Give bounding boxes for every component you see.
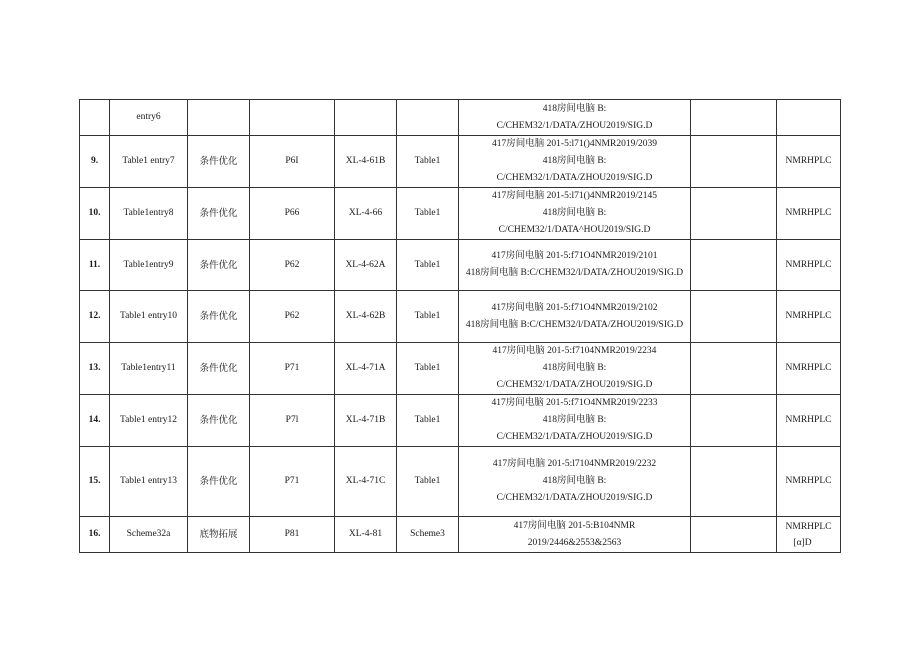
blank-cell: [691, 395, 777, 447]
page-cell: P7l: [250, 395, 335, 447]
row-number-cell: 15.: [80, 447, 110, 517]
task-cell: 底物拓展: [188, 517, 250, 553]
reference-cell: Table1: [397, 291, 459, 343]
data-path-line: 418房间电脑 B:: [542, 208, 607, 218]
table-row: [80, 136, 841, 188]
data-path-line: C/CHEM32/1/DATA/ZHOU2019/SIG.D: [496, 432, 653, 442]
analysis-type-cell: [777, 517, 841, 553]
analysis-type-cell: [777, 100, 841, 136]
table-row: [80, 291, 841, 343]
data-path-line: 418房间电脑 B:: [542, 103, 607, 114]
data-path-line: C/CHEM32/1/DATA/ZHOU2019/SIG.D: [496, 380, 653, 390]
data-path-cell: [459, 188, 691, 240]
blank-cell: [691, 343, 777, 395]
data-path-line: 417房间电脑 201-5:l7104NMR2019/2232: [492, 459, 657, 469]
analysis-type-cell: [777, 136, 841, 188]
entry-cell: Table1entry11: [110, 343, 188, 395]
row-number-cell: 13.: [80, 343, 110, 395]
records-table: [79, 99, 841, 553]
row-number-cell: 11.: [80, 240, 110, 291]
page-cell: P71: [250, 447, 335, 517]
task-cell: 条件优化: [188, 136, 250, 188]
data-path-line: C/CHEM32/1/DATA/ZHOU2019/SIG.D: [496, 120, 653, 131]
table-row: [80, 188, 841, 240]
entry-cell: Table1 entry12: [110, 395, 188, 447]
task-cell: 条件优化: [188, 343, 250, 395]
entry-cell: Scheme32a: [110, 517, 188, 553]
analysis-type-label: NMRHPLC: [785, 208, 832, 218]
page-cell: P66: [250, 188, 335, 240]
page-cell: P81: [250, 517, 335, 553]
data-path-cell: [459, 343, 691, 395]
data-path-line: 418房间电脑 B:C/CHEM32/l/DATA/ZHOU2019/SIG.D: [465, 319, 684, 330]
table-row: [80, 343, 841, 395]
table-row: [80, 395, 841, 447]
page-cell: P71: [250, 343, 335, 395]
sample-code-cell: [335, 100, 397, 136]
analysis-type-label: NMRHPLC: [785, 476, 832, 486]
table-row: [80, 517, 841, 553]
task-cell: 条件优化: [188, 188, 250, 240]
data-path-cell: [459, 291, 691, 343]
entry-cell: entry6: [110, 100, 188, 136]
reference-cell: Table1: [397, 136, 459, 188]
reference-cell: Scheme3: [397, 517, 459, 553]
sample-code-cell: XL-4-71B: [335, 395, 397, 447]
reference-cell: Table1: [397, 188, 459, 240]
sample-code-cell: XL-4-81: [335, 517, 397, 553]
blank-cell: [691, 100, 777, 136]
data-path-cell: [459, 395, 691, 447]
entry-cell: Table1 entry7: [110, 136, 188, 188]
data-path-line: 417房间电脑 201-5:l71()4NMR2019/2039: [492, 139, 657, 149]
entry-cell: Table1entry8: [110, 188, 188, 240]
data-path-line: 417房间电脑 201-5:f71O4NMR2019/2101: [491, 251, 658, 261]
data-path-line: 417房间电脑 201-5:f71O4NMR2019/2233: [491, 398, 658, 408]
reference-cell: Table1: [397, 447, 459, 517]
data-path-line: 417房间电脑 201-5:f71O4NMR2019/2102: [491, 302, 658, 313]
blank-cell: [691, 136, 777, 188]
table-row: [80, 240, 841, 291]
data-path-line: 417房间电脑 201-5:B104NMR: [513, 520, 636, 531]
sample-code-cell: XL-4-66: [335, 188, 397, 240]
sample-code-cell: XL-4-71C: [335, 447, 397, 517]
analysis-type-label: NMRHPLC: [785, 259, 832, 270]
data-path-line: 418房间电脑 B:: [542, 415, 607, 425]
sample-code-cell: XL-4-71A: [335, 343, 397, 395]
analysis-type-label: NMRHPLC: [785, 311, 832, 321]
task-cell: 条件优化: [188, 240, 250, 291]
data-path-line: C/CHEM32/1/DATA/ZHOU2019/SIG.D: [496, 173, 653, 183]
analysis-type-cell: [777, 395, 841, 447]
data-path-line: 2019/2446&2553&2563: [527, 537, 622, 548]
table-row: [80, 100, 841, 136]
data-path-cell: [459, 240, 691, 291]
blank-cell: [691, 447, 777, 517]
data-path-line: 418房间电脑 B:: [542, 476, 607, 486]
reference-cell: Table1: [397, 343, 459, 395]
data-path-cell: [459, 517, 691, 553]
data-path-line: 418房间电脑 B:: [542, 363, 607, 373]
data-path-line: 418房间电脑 B:: [542, 156, 607, 166]
table-row: [80, 447, 841, 517]
table-body: [80, 100, 841, 553]
reference-cell: [397, 100, 459, 136]
analysis-type-label: NMRHPLC: [785, 363, 832, 373]
data-path-cell: [459, 447, 691, 517]
analysis-type-cell: [777, 447, 841, 517]
entry-cell: Table1 entry10: [110, 291, 188, 343]
blank-cell: [691, 240, 777, 291]
analysis-type-label: NMRHPLC: [785, 156, 832, 166]
reference-cell: Table1: [397, 240, 459, 291]
data-path-line: 418房间电脑 B:C/CHEM32/l/DATA/ZHOU2019/SIG.D: [465, 268, 684, 278]
row-number-cell: [80, 100, 110, 136]
row-number-cell: 16.: [80, 517, 110, 553]
blank-cell: [691, 188, 777, 240]
task-cell: 条件优化: [188, 395, 250, 447]
analysis-type-label: [α]D: [793, 537, 812, 548]
task-cell: 条件优化: [188, 447, 250, 517]
data-path-line: C/CHEM32/1/DATA^HOU2019/SIG.D: [498, 225, 651, 235]
row-number-cell: 12.: [80, 291, 110, 343]
analysis-type-cell: [777, 343, 841, 395]
page-cell: [250, 100, 335, 136]
analysis-type-cell: [777, 188, 841, 240]
data-path-line: 417房间电脑 201-5:f7104NMR2019/2234: [492, 346, 657, 356]
analysis-type-label: NMRHPLC: [785, 415, 832, 425]
page-cell: P6I: [250, 136, 335, 188]
page-cell: P62: [250, 240, 335, 291]
entry-cell: Table1entry9: [110, 240, 188, 291]
sample-code-cell: XL-4-62A: [335, 240, 397, 291]
task-cell: [188, 100, 250, 136]
blank-cell: [691, 291, 777, 343]
data-path-line: 417房间电脑 201-5:l71()4NMR2019/2145: [492, 191, 657, 201]
task-cell: 条件优化: [188, 291, 250, 343]
page-cell: P62: [250, 291, 335, 343]
data-path-cell: [459, 136, 691, 188]
data-path-line: C/CHEM32/1/DATA/ZHOU2019/SIG.D: [496, 493, 653, 503]
analysis-type-label: NMRHPLC: [785, 521, 832, 532]
sample-code-cell: XL-4-61B: [335, 136, 397, 188]
sample-code-cell: XL-4-62B: [335, 291, 397, 343]
row-number-cell: 14.: [80, 395, 110, 447]
analysis-type-cell: [777, 240, 841, 291]
row-number-cell: 10.: [80, 188, 110, 240]
entry-cell: Table1 entry13: [110, 447, 188, 517]
reference-cell: Table1: [397, 395, 459, 447]
blank-cell: [691, 517, 777, 553]
analysis-type-cell: [777, 291, 841, 343]
data-path-cell: [459, 100, 691, 136]
row-number-cell: 9.: [80, 136, 110, 188]
